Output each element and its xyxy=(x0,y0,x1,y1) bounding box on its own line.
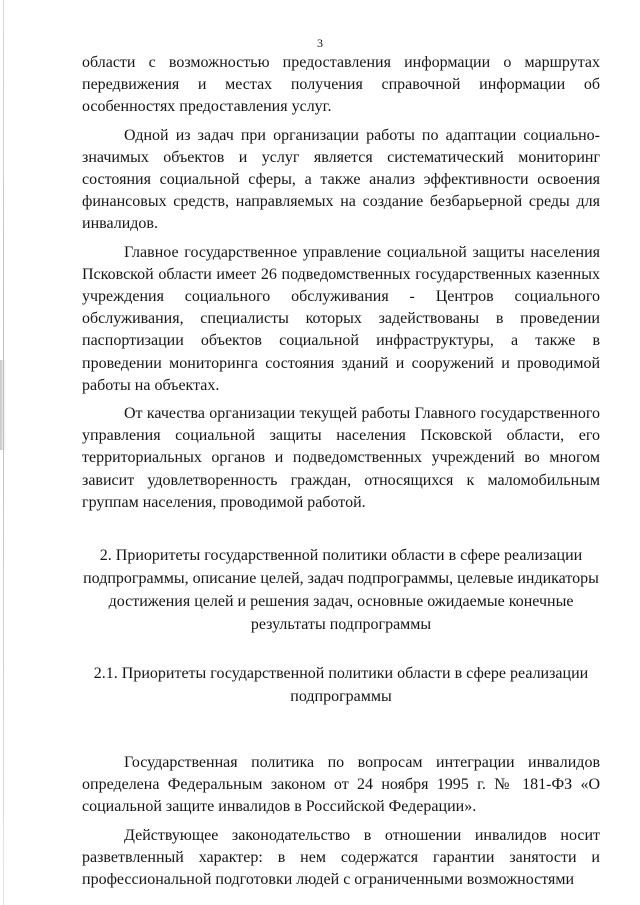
paragraph-legislation: Действующее законодательство в отношении инвалидов носит разветвленный характер: в нем содержатся гарантии занятости и профессиональной подготовки людей с ограниченными возможностями xyxy=(82,826,600,889)
scan-shadow-mark xyxy=(0,360,6,450)
paragraph-continued: области с возможностью предоставления информации о маршрутах передвижения и местах получения справочной информации об особенностях предоставления услуг. xyxy=(82,54,600,116)
page-number: 3 xyxy=(317,36,323,50)
paragraph-federal-law: Государственная политика по вопросам интеграции инвалидов определена Федеральным законом от 24 ноября 1995 г. № 181-ФЗ «О социальной защите инвалидов в Российской Федерации». xyxy=(82,754,600,816)
paragraph-quality: От качества организации текущей работы Главного государственного управления социальной защиты населения Псковской области, его территориальных органов и подведомственных учреждений во многом зависит удовлетворенность граждан, относящихся к маломобильным группам населения, проводимой работой. xyxy=(82,405,600,511)
subsection-heading: 2.1. Приоритеты государственной политики области в сфере реализации подпрограммы xyxy=(93,665,589,706)
paragraph-monitoring: Одной из задач при организации работы по адаптации социально-значимых объектов и услуг является систематический мониторинг состояния социальной сферы, а также анализ эффективности освоения финансовых средств, направляемых на создание безбарьерной среды для инвалидов. xyxy=(82,126,600,233)
document-page xyxy=(82,52,600,891)
paragraph-administration: Главное государственное управление социальной защиты населения Псковской области имеет 26 подведомственных государственных казенных учреждения социального обслуживания - Центров социального обслуживания, специалисты которых задействованы в проведении паспортизации объектов социальной инфраструктуры, а также в проведении мониторинга состояния зданий и сооружений и проводимой работы на объектах. xyxy=(82,243,600,394)
section-heading: 2. Приоритеты государственной политики области в сфере реализации подпрограммы, описание целей, задач подпрограммы, целевые индикаторы достижения целей и решения задач, основные ожидаемые конечные результаты подпрограммы xyxy=(83,547,599,634)
scan-left-edge xyxy=(3,0,4,905)
